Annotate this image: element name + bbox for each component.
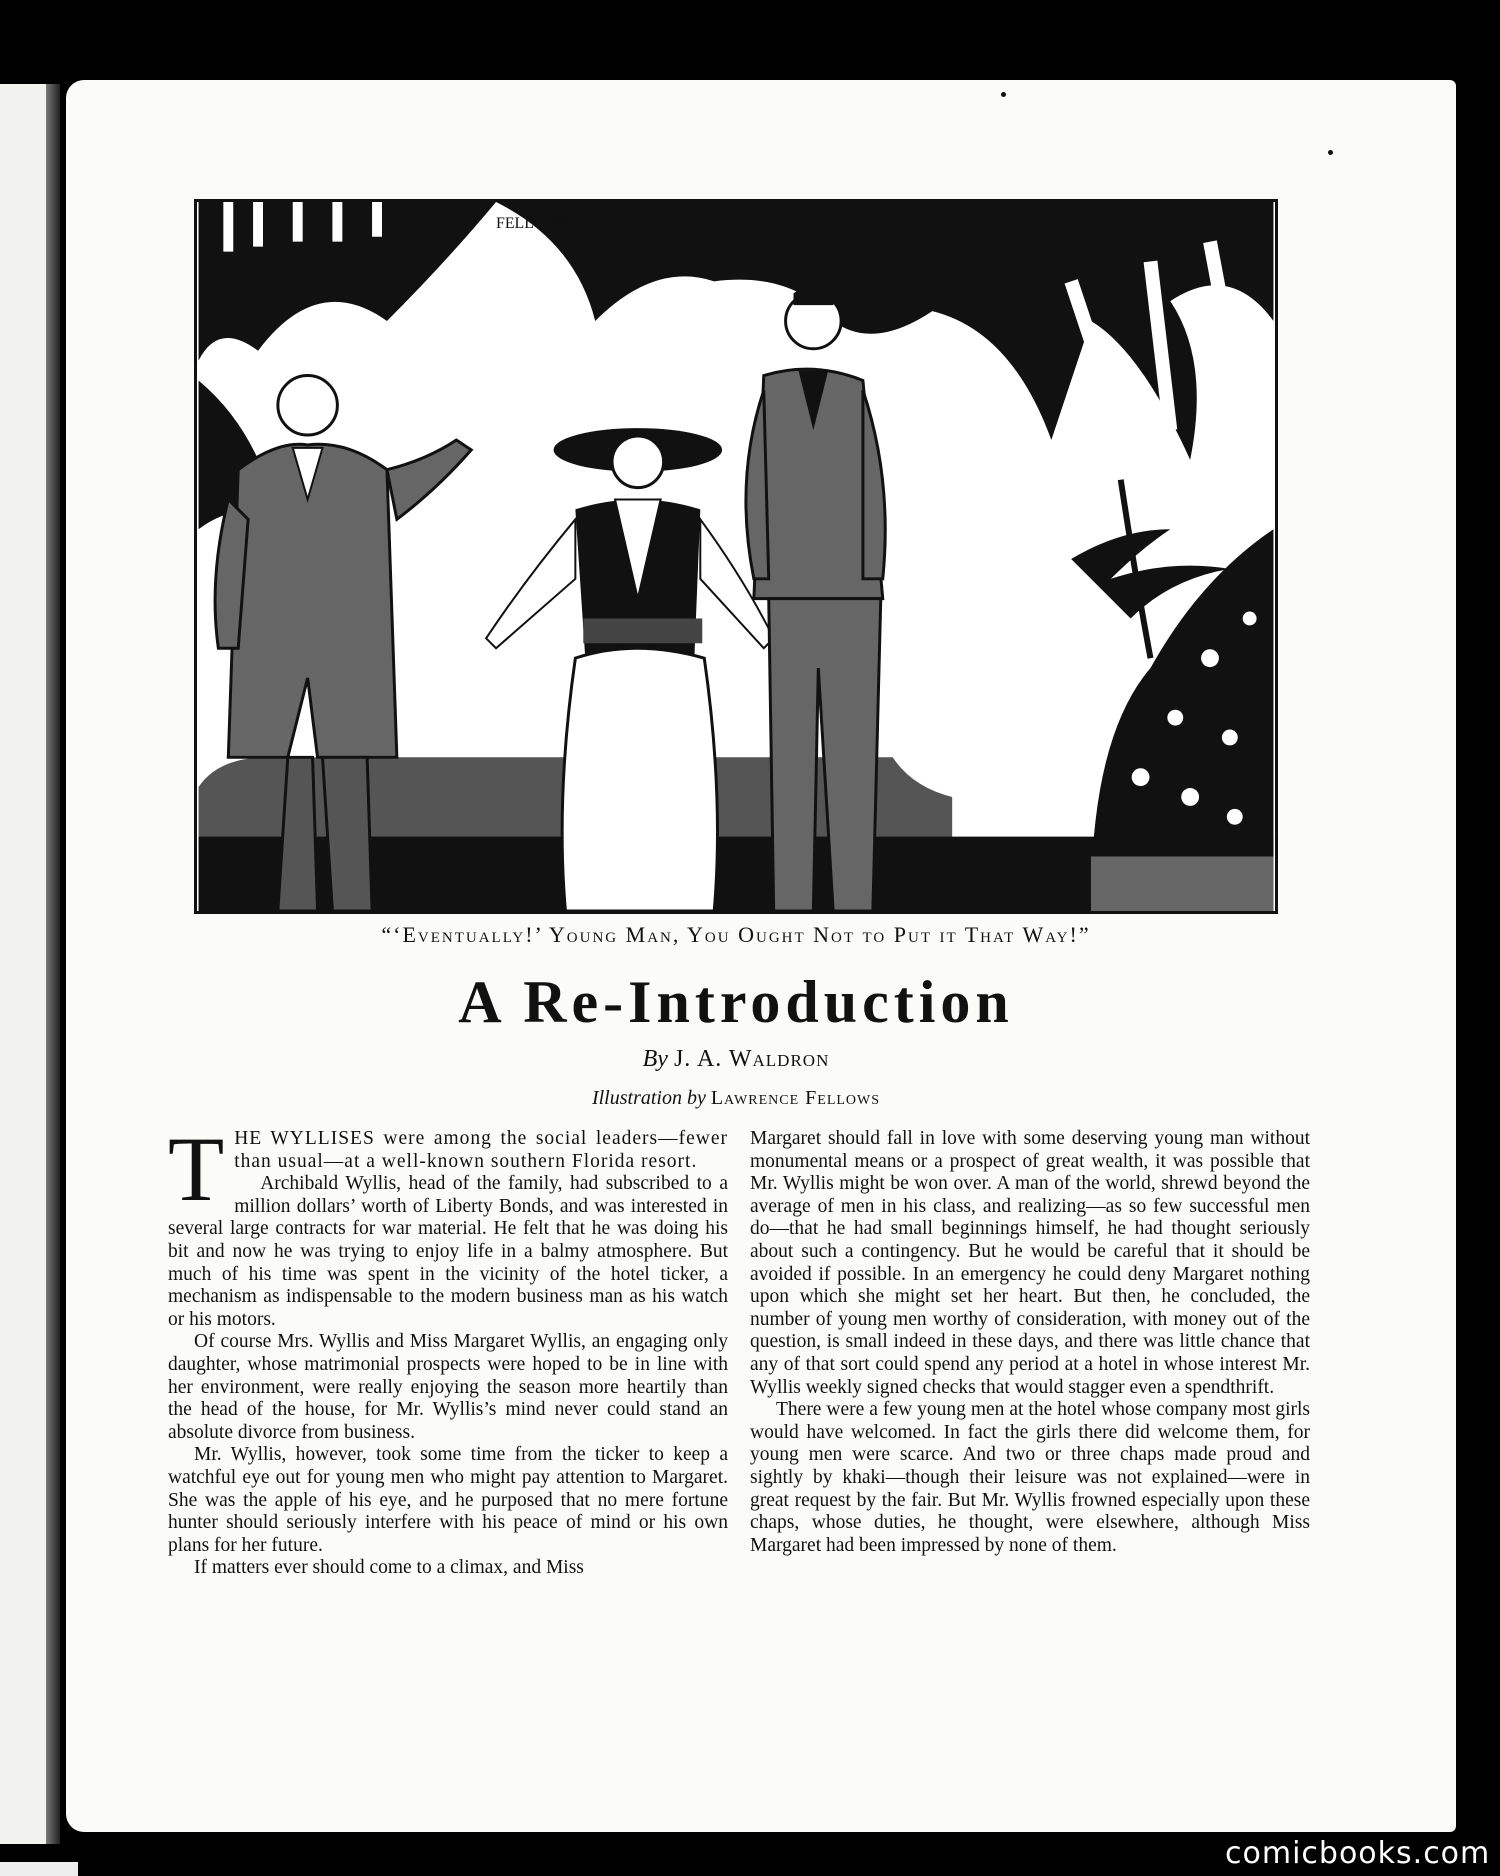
illustration-three-figures-icon bbox=[197, 202, 1275, 911]
illustrator-name: Lawrence Fellows bbox=[710, 1087, 881, 1109]
article-paragraph: THE WYLLISES were among the social leaders—fewer than usual—at a well-known southern Florida resort. bbox=[168, 1118, 728, 1220]
book-spine-shadow bbox=[46, 84, 60, 1844]
illustration-caption: “‘Eventually!’ Young Man, You Ought Not to Put it That Way!” bbox=[381, 922, 1091, 947]
illustration bbox=[194, 199, 1278, 914]
illustration-credit-prefix: Illustration by bbox=[591, 1087, 706, 1109]
ink-speck bbox=[1001, 92, 1006, 97]
ink-speck bbox=[1328, 150, 1333, 155]
article-paragraph: Margaret should fall in love with some deserving young man without monumental means or a prospect of great wealth, it was possible that Mr. Wyllis might be won over. A man of the world, shrewd beyond the average of men in his class, and realizing—as so few successful men do—that he had small beginnings himself, he had thought seriously about such a contingency. But he would be careful that it should be avoided if possible. In an emergency he could deny Margaret nothing upon which she might set her heart. But then, he concluded, the number of young men worthy of consideration, with money out of the question, is small indeed in these days, and there was little chance that any of that sort could spend any period at a hotel in whose interest Mr. Wyllis weekly signed checks that would stagger even a spendthrift. bbox=[750, 1128, 1310, 1398]
illustration-signature: FELLOWS bbox=[496, 214, 570, 232]
site-watermark: comicbooks.com bbox=[1225, 1836, 1491, 1871]
author-name: J. A. Waldron bbox=[673, 1046, 830, 1072]
byline-prefix: By bbox=[642, 1046, 668, 1072]
article-title: A Re-Introduction bbox=[458, 969, 1014, 1035]
article-paragraph: Mr. Wyllis, however, took some time from the ticker to keep a watchful eye out for young men who might pay attention to Margaret. She was the apple of his eye, and he purposed that no mere fortune hunter should seriously interfere with his peace of mind or his own plans for her future. bbox=[168, 1444, 728, 1556]
drop-cap: T bbox=[168, 1118, 225, 1220]
article-paragraph: Of course Mrs. Wyllis and Miss Margaret Wyllis, an engaging only daughter, whose matrimonial prospects were hoped to be in line with her environment, were really enjoying the season more heartily than the head of the house, for Mr. Wyllis’s mind never could stand an absolute divorce from business. bbox=[168, 1331, 728, 1443]
illustration-credit bbox=[194, 1087, 1278, 1110]
article-paragraph: Archibald Wyllis, head of the family, had subscribed to a million dollars’ worth of Liberty Bonds, and was interested in several large contracts for war material. He felt that he was doing his bit and now he was trying to enjoy life in a balmy atmosphere. But much of his time was spent in the vicinity of the hotel ticker, a mechanism as indispensable to the modern business man as his watch or his motors. bbox=[168, 1173, 728, 1330]
article-column-left bbox=[168, 1118, 728, 1580]
article-paragraph: There were a few young men at the hotel whose company most girls would have welcomed. In fact the girls there did welcome them, for young men were scarce. And two or three chaps made proud and sightly by khaki—though their leisure was not explained—were in great request by the fair. But Mr. Wyllis frowned especially upon these chaps, whose duties, he thought, were elsewhere, although Miss Margaret had been impressed by none of them. bbox=[750, 1399, 1310, 1556]
article-paragraph: If matters ever should come to a climax, and Miss bbox=[194, 1557, 584, 1579]
byline bbox=[194, 1046, 1278, 1073]
page-corner-label bbox=[0, 1862, 78, 1876]
article-column-right bbox=[750, 1128, 1310, 1557]
